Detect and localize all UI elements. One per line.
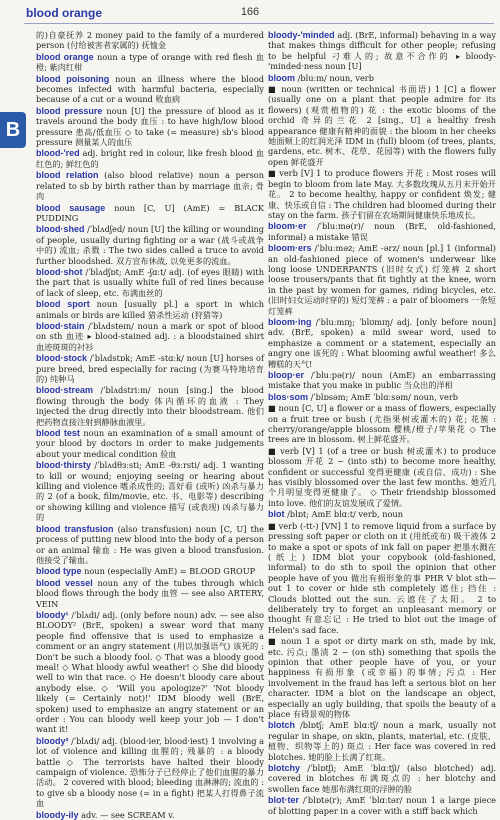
entry-headword: blood pressure <box>36 105 103 116</box>
entry-definition: /ˈblʌdstɒk; AmE -stɑːk/ noun [U] horses of pure breed, bred especially for racing (为赛马特地培育的) 纯种马 <box>36 353 264 384</box>
guide-word: blood orange <box>26 6 102 20</box>
entry-headword: blotchy <box>268 763 301 774</box>
entry-headword: bloody-'minded <box>268 30 335 40</box>
dictionary-entry <box>268 370 496 391</box>
entry-headword: blood·thirsty <box>36 460 91 471</box>
dictionary-entry <box>36 299 264 320</box>
page-header <box>0 0 500 26</box>
dictionary-entry <box>36 30 264 51</box>
entry-headword: blood·stain <box>36 320 85 331</box>
dictionary-entry <box>36 267 264 298</box>
dictionary-entry <box>36 578 264 609</box>
entry-definition: /ˈblʌdstriːm/ noun [sing.] the blood flowing through the body 体内循环的血液 : They injected the drug directly into their bloodstream. 他们把药物直接注射到静脉血液里。 <box>36 385 264 427</box>
dictionary-entry <box>36 74 264 105</box>
dictionary-entry <box>36 224 264 266</box>
entry-headword: blood test <box>36 428 80 439</box>
dictionary-entry <box>268 168 496 220</box>
dictionary-entry <box>268 763 496 794</box>
entry-headword: blos·som <box>268 391 309 402</box>
entry-definition: ■ verb [V] 1 to produce flowers 开花 : Most roses will begin to bloom from late May. 大多数玫瑰从五月末开始开花。 2 to become healthy, happy or confident 焕发; 健康、快乐或自信 : The children had bloomed during their stay on the farm. 孩子们留在农场期间健康快乐地成长。 <box>268 168 496 220</box>
dictionary-entry <box>268 446 496 508</box>
dictionary-entry <box>36 460 264 522</box>
entry-headword: blood sausage <box>36 202 106 213</box>
entry-headword: blood sport <box>36 299 90 310</box>
entry-definition: /ˈblʌdi/ adj. (blood·ier, blood·iest) 1 involving a lot of violence and killing 血腥的; 残暴的 : a bloody battle ◇ The terrorists have halted their bloody campaign of violence. 恐怖分子已经停止了他们血腥的暴力活动。 2 covered with blood; bleeding 血淋淋的; 流血的 : to give sb a bloody nose (= in a fight) 把某人打得鼻子流血 <box>36 735 264 809</box>
entry-definition: /ˈblʌdi/ adj. (only before noun) adv. — see also BLOODY² (BrE, spoken) a swear word that many people find offensive that is used to emphasize a comment or an angry statement (用以加强语气) 该死的 : Don't be such a bloody fool. ◇ That was a bloody good meal! ◇ What bloody awful weather! ◇ She did bloody well to win that race. ◇ He doesn't bloody care about anybody else. ◇ 'Will you apologize?' 'Not bloody likely (= Certainly not)!' IDM bloody well (BrE, spoken) used to emphasize an angry statement or an order : You can bloody well keep your job — I don't want it! <box>36 609 264 735</box>
entry-definition: /bluːm/ noun, verb <box>297 72 374 83</box>
dictionary-entry <box>268 73 496 83</box>
entry-definition: /blɒt; AmE blɑːt/ verb, noun <box>287 509 403 520</box>
dictionary-entry <box>268 521 496 635</box>
entry-definition: noun [usually pl.] a sport in which animals or birds are killed 猎杀性运动 (狩猎等) <box>36 299 264 320</box>
dictionary-entry <box>268 84 496 167</box>
entry-definition: /ˈbluːmɪŋ; ˈblʊmɪŋ/ adj. [only before noun] adv. (BrE, spoken) a mild swear word, used to emphasize a comment or a statement, especially an angry one 该死的 : What blooming awful weather! 多么糟糕的天气! <box>268 316 496 369</box>
dictionary-entry <box>268 317 496 369</box>
entry-definition: /ˈblɒtʃi; AmE ˈblɑːtʃi/ (also blotched) adj. covered in blotches 布满斑点的 : her blotchy and swollen face 她那布满红斑的浮肿的脸 <box>268 763 496 794</box>
entry-definition: /ˈblɒsəm; AmE ˈblɑːsəm/ noun, verb <box>310 391 459 402</box>
entry-definition: /ˈblɒtə(r); AmE ˈblɑːtər/ noun 1 a large piece of blotting paper in a cover with a stiff back which <box>268 795 497 816</box>
dictionary-entry <box>268 221 496 242</box>
entry-headword: bloody² <box>36 735 69 746</box>
entry-headword: blood poisoning <box>36 73 110 84</box>
entry-headword: bloom·ing <box>268 316 312 327</box>
entry-definition: (also transfusion) noun [C, U] the process of putting new blood into the body of a person or an animal 输血 : He was given a blood transfusion. 他接受了输血。 <box>36 523 264 565</box>
dictionary-entry <box>36 353 264 384</box>
entry-definition: ■ verb (-tt-) [VN] 1 to remove liquid from a surface by pressing soft paper or cloth on it (用纸或布) 吸干液体 2 to make a spot or spots of ink fall on paper 把墨水溅在 (纸上) IDM blot your copybook (old-fashioned, informal) to do sth to spoil the opinion that other people have of you 做出有损形象的事 PHR V blot sth—out 1 to cover or hide sth completely 遮住; 挡住 : Clouds blotted out the sun. 云遮住了太阳。 2 to deliberately try to forget an unpleasant memory or thought 有意忘记 : He tried to blot out the image of Helen's sad face. <box>268 520 496 635</box>
entry-definition: /ˈbluːpə(r)/ noun (AmE) an embarrassing mistake that you make in public 当众出的洋相 <box>268 370 496 391</box>
entry-definition: /ˈblʌdʃed/ noun [U] the killing or wounding of people, usually during fighting or a war (战斗或战争中的) 流血; 杀戮 : The two sides called a truce to avoid further bloodshed. 双方宣布休战, 以免更多的流血。 <box>36 224 264 266</box>
entry-headword: bloody-ily <box>36 809 79 820</box>
entry-definition: noun [C, U] (AmE) = BLACK PUDDING <box>36 202 264 223</box>
dictionary-entry <box>268 403 496 445</box>
dictionary-entry <box>36 566 264 576</box>
entry-headword: blood·shed <box>36 224 85 235</box>
entry-headword: blood transfusion <box>36 523 114 534</box>
dictionary-entry <box>268 243 496 316</box>
entry-definition: adj. (BrE, informal) behaving in a way that makes things difficult for other people; refusing to be helpful 刁难人的; 故意不合作的 ▸ bloody-'minded·ness noun [U] <box>268 30 496 72</box>
dictionary-entry <box>36 203 264 224</box>
entry-definition: /ˈbluːmə(r)/ noun (BrE, old-fashioned, informal) a mistake 错误 <box>268 221 496 242</box>
dictionary-entry <box>268 392 496 402</box>
dictionary-entry <box>36 148 264 169</box>
entry-definition: ■ noun [C, U] a flower or a mass of flowers, especially on a fruit tree or bush (尤指果树或灌木的) 花; 花簇 : cherry/orange/apple blossom 樱桃/橙子/苹果花 ◇ The trees are in blossom. 树上鲜花盛开。 <box>268 403 496 445</box>
entry-definition: adj. bright red in colour, like fresh blood 血红色的; 鲜红色的 <box>36 148 264 169</box>
entry-definition: adv. — see SCREAM v. <box>81 809 175 820</box>
dictionary-entry <box>268 509 496 519</box>
entry-headword: bloom·er <box>268 221 307 232</box>
entry-definition: noun any of the tubes through which blood flows through the body 血管 — see also ARTERY, VEIN <box>36 577 264 609</box>
entry-headword: blood orange <box>36 51 94 62</box>
entry-definition: /ˈblʌdʃɒt; AmE -ʃɑːt/ adj. (of eyes 眼睛) with the part that is usually white full of red lines because of lack of sleep, etc. 布满血丝的 <box>36 266 264 298</box>
page-number: 166 <box>240 6 260 18</box>
entry-definition: noun a type of orange with red flesh 血橙; 紫肉红柑 <box>36 51 264 73</box>
entry-definition: /ˈblʌdsteɪn/ noun a mark or spot of blood on sth 血迹 ▸ blood-stained adj. : a bloodstained shirt 血迹斑斑的衬衫 <box>36 320 264 352</box>
dictionary-entry <box>268 636 496 719</box>
entry-headword: blot·ter <box>268 795 299 806</box>
entry-definition: ■ noun (written or technical 书面语) 1 [C] a flower (usually one on a plant that people admire for its flowers) (观赏植物的) 花 : the exotic blooms of the orchid 奇异的兰花 2 [sing., U] a healthy fresh appearance 健康有精神的面貌 : the bloom in her cheeks 她面颊上的红润光泽 IDM in (full) bloom (of trees, plants, gardens, etc. 树木、花草、花园等) with the flowers fully open 鲜花盛开 <box>268 84 496 167</box>
entry-headword: blood type <box>36 566 82 577</box>
entry-definition: (also blood relative) noun a person related to sb by birth rather than by marriage 血亲; 骨肉 <box>36 170 264 202</box>
entry-definition: ■ noun 1 a spot or dirty mark on sth, made by ink, etc. 污点; 墨渍 2 ~ (on sth) something that spoils the opinion that other people have of you, or your happiness 有损形象 (或幸福) 的事情; 污点 : Her involvement in the fraud has left a serious blot on her character. IDM a blot on the landscape an object, especially an ugly building, that spoils the beauty of a place 有碍景观的物体 <box>268 636 496 719</box>
entry-headword: blood·stock <box>36 353 87 364</box>
entry-definition: ■ verb [V] 1 (of a tree or bush 树或灌木) to produce blossom 开花 2 ~ (into sth) to become more healthy, confident or successful 变得更健康 (或自信、成功) : She has visibly blossomed over the last few months. 她近几个月明显变得更健康了。 ◇ Their friendship blossomed into love. 他们的友谊发展成了爱情。 <box>268 445 496 508</box>
entry-headword: blood·stream <box>36 385 94 396</box>
dictionary-entry <box>268 30 496 72</box>
dictionary-entry <box>36 385 264 427</box>
entry-definition: noun an examination of a small amount of your blood by doctors in order to make judgements about your medical condition 验血 <box>36 428 264 459</box>
dictionary-entry <box>36 524 264 566</box>
entry-headword: bloop·er <box>268 370 304 380</box>
dictionary-entry <box>36 52 264 73</box>
left-column <box>36 30 264 820</box>
entry-definition: noun an illness where the blood becomes infected with harmful bacteria, especially because of a cut or a wound 败血病 <box>36 73 264 105</box>
header-rule <box>24 23 494 24</box>
entry-definition: /ˈblʌdθɜːsti; AmE -θɜːrsti/ adj. 1 wanting to kill or wound; enjoying seeing or hearing about killing and violence 嗜杀成性的; 喜好看 (或听) 凶杀与暴力的 2 (of a book, film/movie, etc. 书、电影等) describing or showing killing and violence 描写 (或表现) 凶杀与暴力的 <box>36 460 264 523</box>
dictionary-entry <box>36 170 264 201</box>
right-column <box>268 30 497 816</box>
dictionary-entry <box>268 795 496 816</box>
entry-headword: blood relation <box>36 170 99 181</box>
entry-definition: noun (especially AmE) = BLOOD GROUP <box>84 566 256 577</box>
dictionary-entry <box>36 736 264 809</box>
dictionary-entry <box>36 428 264 459</box>
entry-headword: blood vessel <box>36 577 93 588</box>
entry-definition: /ˈbluːməz; AmE -ərz/ noun [pl.] 1 (informal) an old-fashioned piece of women's underwear like long loose UNDERPANTS (旧时女式) 灯笼裤 2 short loose trousers/pants that fit tightly at the knee, worn in the past by women for games, riding bicycles, etc. (旧时妇女运动时穿的) 短灯笼裤 : a pair of bloomers 一条短灯笼裤 <box>268 243 496 316</box>
entry-headword: blot <box>268 509 285 520</box>
dictionary-entry <box>36 321 264 352</box>
entry-headword: blotch <box>268 720 295 731</box>
entry-headword: bloom·ers <box>268 243 312 254</box>
dictionary-entry <box>36 810 264 820</box>
dictionary-entry <box>36 610 264 735</box>
entry-headword: blood·shot <box>36 266 83 277</box>
entry-headword: bloody¹ <box>36 609 69 620</box>
entry-definition: noun [U] the pressure of blood as it travels around the body 血压 : to have high/low blood pressure 患高/低血压 ◇ to take (= measure) sb's blood pressure 测量某人的血压 <box>36 105 264 148</box>
entry-definition: /blɒtʃ; AmE blɑːtʃ/ noun a mark, usually not regular in shape, on skin, plants, material, etc. (皮肤、植物、织物等上的) 斑点 : Her face was covered in red blotches. 她的脸上长满了红斑。 <box>268 720 496 762</box>
entry-headword: blood-'red <box>36 148 80 159</box>
section-tab-b[interactable]: B <box>0 112 26 148</box>
dictionary-entry <box>36 106 264 148</box>
entry-definition: 的)自豪抚养 2 money paid to the family of a murdered person (付给被害者家属的) 抚恤金 <box>36 30 264 51</box>
entry-headword: bloom <box>268 72 295 83</box>
dictionary-entry <box>268 720 496 762</box>
